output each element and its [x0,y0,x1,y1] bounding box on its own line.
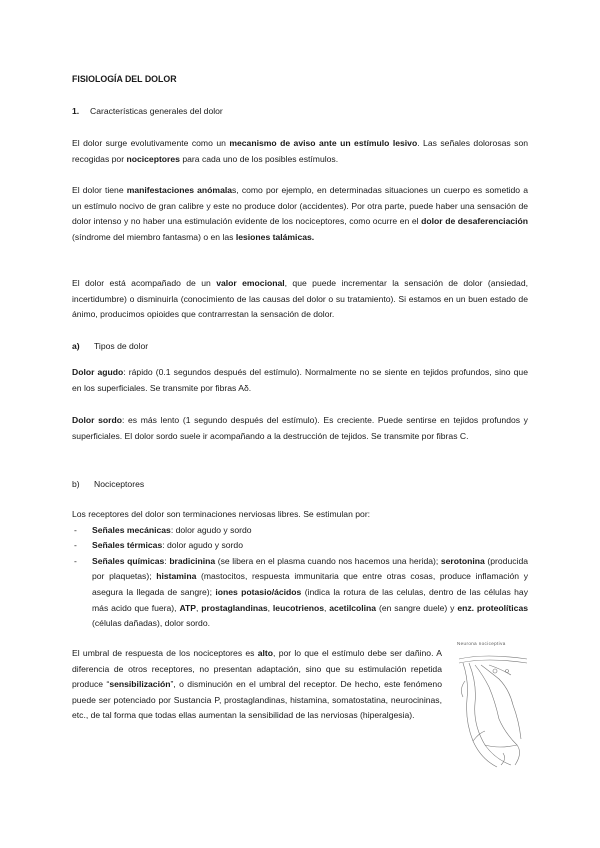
stimulus-list [72,523,528,632]
term: Señales térmicas [92,540,163,551]
term: iones potasio/ácidos [215,586,302,597]
text: para cada uno de los posibles estímulos. [179,153,339,164]
section-label: Nociceptores [94,479,145,489]
emphasis: alto [257,648,274,658]
emphasis: mecanismo de aviso ante un estímulo lesivo [229,138,418,148]
paragraph-receptores [72,507,528,632]
text: , que puede incrementar la sensación de dolor (ansiedad, incertidumbre) o disminuirla (conocimiento de las causas del dolor o su tratamiento). Si estamos en un buen estado de ánimo, producimos opioides que contrarrestan la sensación de dolor. [72,278,528,320]
text: , [196,602,202,613]
emphasis: dolor de desaferenciación [421,216,529,227]
text: (indica la rotura de las celulas, dentro de las células hay más acido que fuera), [92,586,528,613]
emphasis: sensibilización [109,679,171,690]
paragraph-umbral [72,646,442,724]
figure-caption: Neurona nociceptiva [457,641,506,646]
emphasis: valor emocional [216,278,285,288]
text: El dolor surge evolutivamente como un [72,138,230,148]
list-item [72,523,528,539]
text: (síndrome del miembro fantasma) o en las [72,231,236,242]
document-title: FISIOLOGÍA DEL DOLOR [72,74,177,84]
term: acetilcolina [329,602,377,613]
text: , por lo que el estímulo debe ser dañino. A diferencia de otros receptores, no presentan adaptación, sino que su estimulación repetida produce “ [72,648,443,690]
section-heading-b [72,477,528,493]
paragraph-valor-emocional [72,276,528,323]
list-item [72,554,528,632]
term: leucotrienos [272,602,325,613]
term: serotonina [440,555,485,566]
text: : dolor agudo y sordo [170,524,252,535]
intro-line: Los receptores del dolor son terminaciones nerviosas libres. Se estimulan por: [72,509,371,519]
emphasis: nociceptores [126,153,180,164]
section-number: b) [72,479,80,489]
nociceptor-illustration [455,641,531,775]
text: (mastocitos, respuesta immunitaria que entre otras cosas, produce inflamación y asegura la llegada de sangre); [92,571,528,597]
section-heading-1 [72,104,528,120]
text: El dolor está acompañado de un [72,278,217,288]
text: (producida por plaquetas); [92,555,529,582]
term: ATP [179,602,196,613]
text: : [164,555,170,566]
list-item [72,538,528,554]
text: (en sangre duele) y [376,602,458,613]
paragraph-mecanismo [72,136,528,167]
emphasis: lesiones talámicas. [235,231,315,242]
text: : es más lento (1 segundo después del estímulo). Es creciente. Puede sentirse en tejidos profundos y superficiales. El dolor sordo suele ir acompañando a la destrucción de tejidos. Se transmite por fibras C. [72,415,528,441]
text: El dolor tiene [72,185,127,195]
term: Señales químicas [92,555,165,566]
section-label: Características generales del dolor [90,106,223,116]
term: Señales mecánicas [92,524,171,535]
paragraph-manifestaciones [72,183,528,245]
term: bradicinina [169,555,216,566]
text: El umbral de respuesta de los nociceptores es [72,648,258,658]
text: (células dañadas), dolor sordo. [92,618,210,629]
text: , [267,602,273,613]
text: (se libera en el plasma cuando nos hacemos una herida); [215,555,441,566]
text: : rápido (0.1 segundos después del estímulo). Normalmente no se siente en tejidos profundos, sino que en los superficiales. Se transmite por fibras Aδ. [72,367,528,393]
text: . Las señales dolorosas son recogidas por [72,138,529,164]
term: Dolor agudo [72,367,124,377]
paragraph-dolor-sordo [72,413,528,444]
nociceptor-drawing [455,641,531,775]
text: : dolor agudo y sordo [162,540,243,551]
text: s, como por ejemplo, en determinadas situaciones un cuerpo es sometido a un estímulo nocivo de gran calibre y este no produce dolor (accidentes). Por otra parte, puede haber una sensación de dolor intenso y no haber una estimulación evidente de los nociceptores, como ocurre en el [72,185,528,227]
section-number: 1. [72,106,80,116]
section-heading-a [72,339,528,355]
text: ”, o disminución en el umbral del receptor. De hecho, este fenómeno puede ser potenciado por Sustancia P, prostaglandinas, histamina, somatostatina, neurocininas, etc., de tal forma que todas ellas aumentan la sensibilidad de las nerviosas (hiperalgesia). [72,679,442,721]
term: enz. proteolíticas [457,602,529,613]
term: histamina [156,571,197,582]
section-label: Tipos de dolor [94,341,149,351]
paragraph-dolor-agudo [72,365,528,396]
term: Dolor sordo [72,415,122,425]
section-number: a) [72,341,80,351]
text: , [324,602,330,613]
term: prostaglandinas [201,602,268,613]
emphasis: manifestaciones anómala [126,185,233,195]
